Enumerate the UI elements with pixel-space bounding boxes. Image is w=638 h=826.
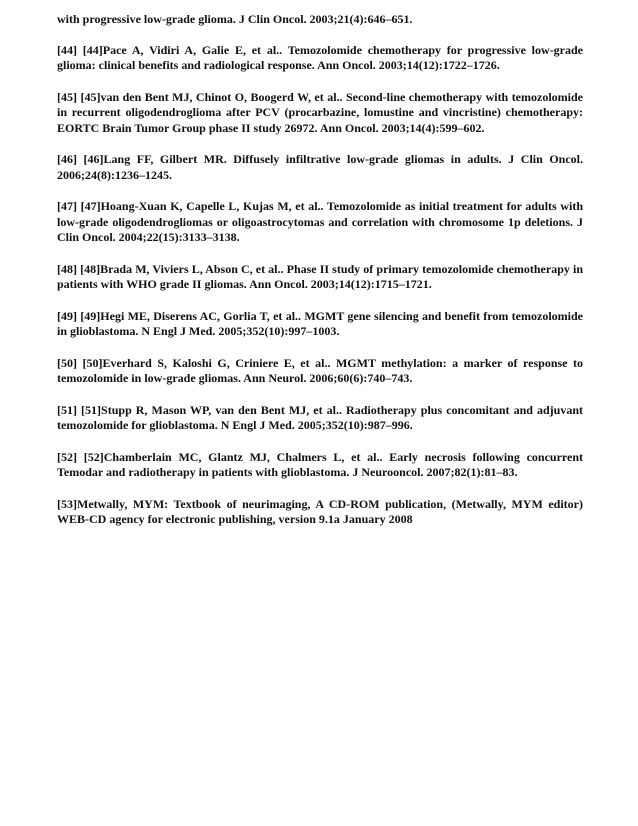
reference-item-47: [47] [47]Hoang-Xuan K, Capelle L, Kujas M, et al.. Temozolomide as initial treatment for adults with low-grade oligodendrogliomas or oligoastrocytomas and correlation with chromosome 1p deletions. J Clin Oncol. 2004;22(15):3133–3138. — [57, 199, 583, 244]
reference-item-51: [51] [51]Stupp R, Mason WP, van den Bent MJ, et al.. Radiotherapy plus concomitant and adjuvant temozolomide for glioblastoma. N Engl J Med. 2005;352(10):987–996. — [57, 402, 583, 432]
reference-item-48: [48] [48]Brada M, Viviers L, Abson C, et al.. Phase II study of primary temozolomide chemotherapy in patients with WHO grade II gliomas. Ann Oncol. 2003;14(12):1715–1721. — [57, 261, 583, 291]
reference-item-49: [49] [49]Hegi ME, Diserens AC, Gorlia T, et al.. MGMT gene silencing and benefit from temozolomide in glioblastoma. N Engl J Med. 2005;352(10):997–1003. — [57, 308, 583, 338]
reference-item-53: [53]Metwally, MYM: Textbook of neurimaging, A CD-ROM publication, (Metwally, MYM editor) WEB-CD agency for electronic publishing, version 9.1a January 2008 — [57, 496, 583, 526]
reference-item-46: [46] [46]Lang FF, Gilbert MR. Diffusely infiltrative low-grade gliomas in adults. J Clin Oncol. 2006;24(8):1236–1245. — [57, 152, 583, 182]
reference-item-52: [52] [52]Chamberlain MC, Glantz MJ, Chalmers L, et al.. Early necrosis following concurrent Temodar and radiotherapy in patients with glioblastoma. J Neurooncol. 2007;82(1):81–83. — [57, 449, 583, 479]
reference-item-43-continued: with progressive low-grade glioma. J Clin Oncol. 2003;21(4):646–651. — [57, 12, 413, 26]
reference-item-50: [50] [50]Everhard S, Kaloshi G, Criniere E, et al.. MGMT methylation: a marker of response to temozolomide in low-grade gliomas. Ann Neurol. 2006;60(6):740–743. — [57, 355, 583, 385]
reference-item-44: [44] [44]Pace A, Vidiri A, Galie E, et al.. Temozolomide chemotherapy for progressive low-grade glioma: clinical benefits and radiological response. Ann Oncol. 2003;14(12):1722–1726. — [57, 42, 583, 72]
reference-list — [57, 12, 583, 544]
reference-item-45: [45] [45]van den Bent MJ, Chinot O, Boogerd W, et al.. Second-line chemotherapy with temozolomide in recurrent oligodendroglioma after PCV (procarbazine, lomustine and vincristine) chemotherapy: EORTC Brain Tumor Group phase II study 26972. Ann Oncol. 2003;14(4):599–602. — [57, 89, 583, 135]
